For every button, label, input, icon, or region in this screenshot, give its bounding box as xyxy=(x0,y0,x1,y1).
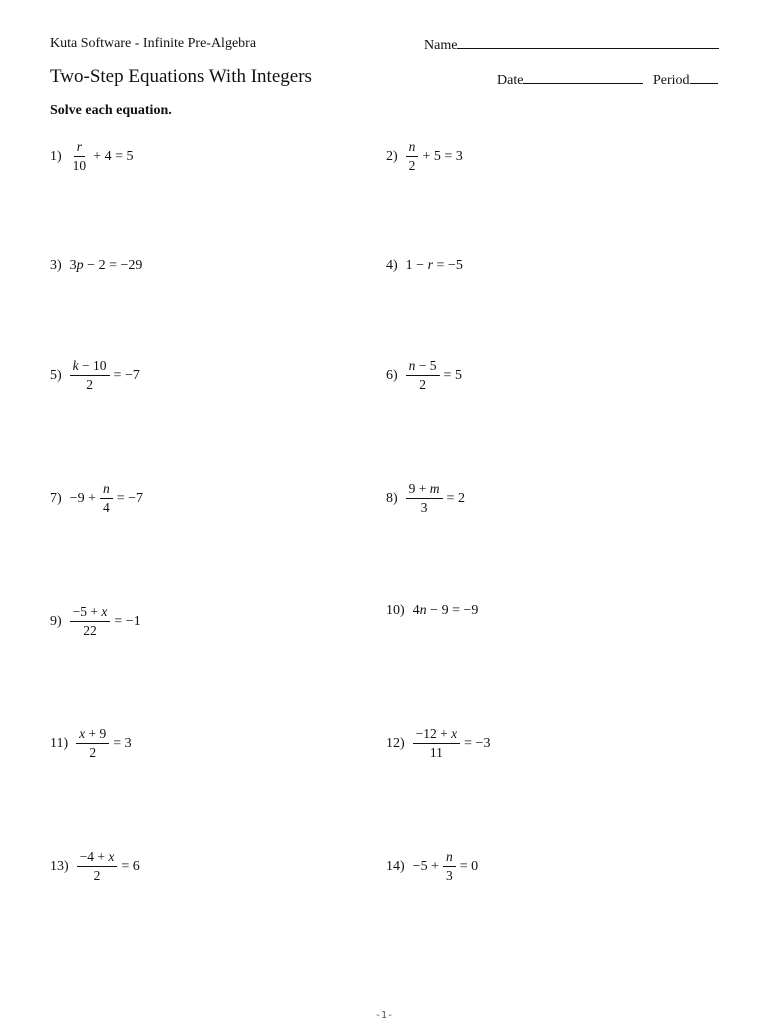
fraction-denominator: 22 xyxy=(83,623,97,639)
problem-number: 7) xyxy=(50,490,62,506)
fraction xyxy=(406,482,443,515)
fraction-numerator: − 10 xyxy=(78,358,107,373)
fraction xyxy=(70,605,111,638)
fraction xyxy=(76,727,109,760)
equation-left: 1 − xyxy=(405,258,428,273)
problem-number: 13) xyxy=(50,858,69,874)
equation-rest: − 9 = −9 xyxy=(426,603,479,618)
problem-number: 14) xyxy=(386,858,405,874)
problem-11 xyxy=(50,727,132,760)
fraction xyxy=(406,359,440,392)
fraction-denominator: 2 xyxy=(408,158,416,174)
equation xyxy=(70,140,134,173)
problem-2 xyxy=(386,140,463,173)
fraction-denominator: 3 xyxy=(445,868,453,884)
fraction-variable: x xyxy=(79,726,86,741)
fraction-variable: x xyxy=(108,849,115,864)
equation-rest: − 2 = −29 xyxy=(83,258,143,273)
fraction xyxy=(77,850,118,883)
problem-12 xyxy=(386,727,490,760)
problem-number: 4) xyxy=(386,258,398,273)
coefficient: 3 xyxy=(69,258,77,273)
equation-rest: = −7 xyxy=(116,490,144,506)
problem-10 xyxy=(386,603,478,619)
fraction-denominator: 2 xyxy=(93,868,101,884)
problem-6 xyxy=(386,359,462,392)
equation xyxy=(406,140,463,173)
problem-4 xyxy=(386,258,463,274)
equation-rest: = 5 xyxy=(443,367,462,383)
equation xyxy=(413,727,491,760)
problem-number: 6) xyxy=(386,367,398,383)
date-label: Date xyxy=(497,73,524,88)
fraction xyxy=(70,359,110,392)
period-label: Period xyxy=(653,73,690,88)
fraction-denominator: 10 xyxy=(72,158,87,174)
variable: n xyxy=(419,603,427,618)
problem-number: 12) xyxy=(386,735,405,751)
problem-number: 8) xyxy=(386,490,398,506)
fraction-denominator: 2 xyxy=(86,377,93,393)
problem-13 xyxy=(50,850,140,883)
fraction-numerator: + 9 xyxy=(85,726,107,741)
equation-rest: + 4 = 5 xyxy=(93,148,134,164)
fraction xyxy=(443,850,456,883)
equation-rest: = 3 xyxy=(113,735,132,751)
fraction-denominator: 11 xyxy=(429,745,443,761)
problem-number: 1) xyxy=(50,148,62,164)
worksheet-title: Two-Step Equations With Integers xyxy=(50,66,312,87)
equation-left: −5 + xyxy=(412,858,439,874)
equation xyxy=(70,482,143,515)
equation-rest: = 6 xyxy=(121,858,140,874)
equation-rest: + 5 = 3 xyxy=(422,148,463,164)
variable: p xyxy=(76,258,84,273)
publisher-line: Kuta Software - Infinite Pre-Algebra xyxy=(50,36,257,51)
fraction-denominator: 2 xyxy=(419,377,426,393)
problem-3 xyxy=(50,258,142,274)
fraction-variable: m xyxy=(429,481,440,496)
date-field[interactable] xyxy=(497,71,643,89)
name-label: Name xyxy=(424,38,458,53)
equation xyxy=(406,359,462,392)
date-blank[interactable] xyxy=(523,71,643,84)
fraction-numerator: 9 + xyxy=(408,481,430,496)
fraction-denominator: 2 xyxy=(89,745,97,761)
equation xyxy=(406,482,465,515)
fraction-variable: x xyxy=(451,726,458,741)
equation-rest: = −7 xyxy=(113,367,140,383)
fraction-numerator: n xyxy=(445,849,453,864)
coefficient: 4 xyxy=(412,603,420,618)
fraction-variable: x xyxy=(101,604,108,619)
fraction-numerator: −4 + xyxy=(79,849,109,864)
problem-14 xyxy=(386,850,478,883)
equation xyxy=(70,605,141,638)
fraction-numerator: r xyxy=(76,139,83,154)
equation-rest: = 0 xyxy=(459,858,479,874)
equation-rest: = 2 xyxy=(446,490,465,506)
problem-5 xyxy=(50,359,140,392)
page-number: -1- xyxy=(374,1010,394,1021)
problem-number: 11) xyxy=(50,735,69,751)
fraction-variable: n xyxy=(408,358,416,373)
problem-1 xyxy=(50,140,133,173)
equation xyxy=(413,603,479,619)
period-blank[interactable] xyxy=(690,71,718,84)
name-field[interactable] xyxy=(424,36,719,54)
fraction-numerator: n xyxy=(408,139,416,154)
problem-7 xyxy=(50,482,143,515)
fraction-variable: k xyxy=(72,358,79,373)
fraction-numerator: −12 + xyxy=(415,726,452,741)
fraction-denominator: 4 xyxy=(102,500,110,516)
fraction xyxy=(100,482,113,515)
equation xyxy=(77,850,140,883)
problem-number: 10) xyxy=(386,603,405,618)
fraction-numerator: −5 + xyxy=(72,604,102,619)
problem-9 xyxy=(50,605,141,638)
equation xyxy=(413,850,478,883)
equation-left: −9 + xyxy=(69,490,96,506)
period-field[interactable] xyxy=(653,71,718,89)
equation xyxy=(70,258,143,274)
fraction-numerator: n xyxy=(102,481,110,496)
fraction xyxy=(70,140,90,173)
problem-8 xyxy=(386,482,465,515)
fraction-numerator: − 5 xyxy=(415,358,437,373)
fraction xyxy=(413,727,460,760)
fraction xyxy=(406,140,419,173)
problem-number: 3) xyxy=(50,258,62,273)
problem-number: 5) xyxy=(50,367,62,383)
equation xyxy=(406,258,463,274)
instructions: Solve each equation. xyxy=(50,103,172,118)
equation-rest: = −1 xyxy=(114,613,141,629)
problem-number: 2) xyxy=(386,148,398,164)
name-blank[interactable] xyxy=(457,36,719,49)
problem-number: 9) xyxy=(50,613,62,629)
variable: r xyxy=(427,258,434,273)
equation xyxy=(76,727,132,760)
equation xyxy=(70,359,140,392)
fraction-denominator: 3 xyxy=(420,500,428,516)
equation-rest: = −3 xyxy=(464,735,491,751)
equation-rest: = −5 xyxy=(433,258,463,273)
